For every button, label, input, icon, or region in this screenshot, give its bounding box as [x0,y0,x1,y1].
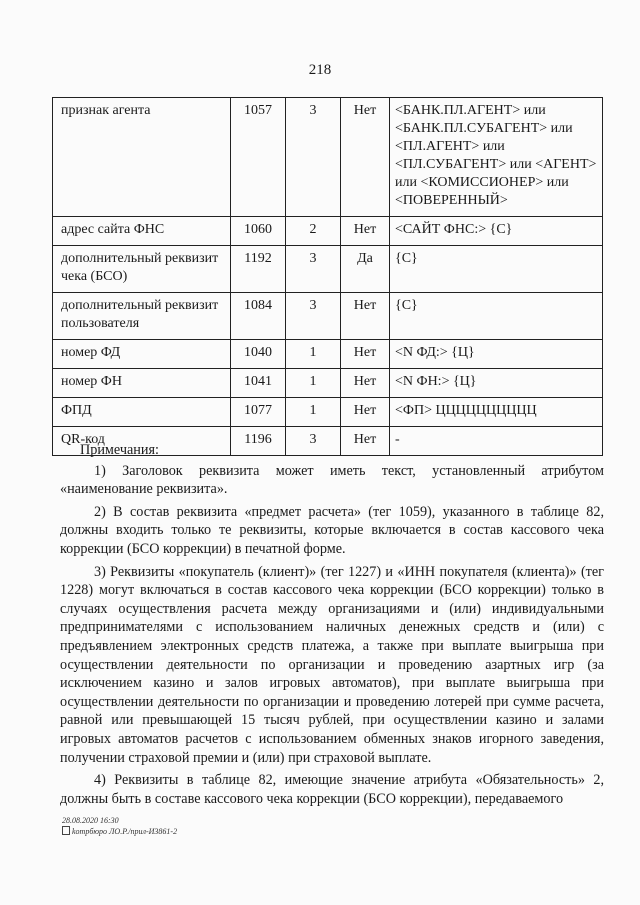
format-line: <САЙТ ФНС:> {С} [395,222,513,237]
row-length: 3 [286,246,341,293]
format-line: <БАНК.ПЛ.АГЕНТ> или [395,103,546,118]
format-line: <ПЛ.СУБАГЕНТ> или <АГЕНТ> [395,157,597,172]
row-format [390,369,603,398]
note-paragraph: 2) В состав реквизита «предмет расчета» (тег 1059), указанного в таблице 82, должны входить только те реквизиты, которые включается в состав кассового чека коррекции (БСО коррекции) в печатной форме. [60,503,604,557]
format-line: или <КОМИССИОНЕР> или [395,175,569,190]
row-required: Да [341,246,390,293]
format-line: <ФП> ЦЦЦЦЦЦЦЦЦЦ [395,403,537,418]
table-row [53,293,603,340]
format-line: <ПЛ.АГЕНТ> или [395,139,505,154]
row-name: QR-код [53,427,231,456]
row-name: дополнительный реквизит чека (БСО) [53,246,231,293]
row-format [390,246,603,293]
row-tag: 1040 [231,340,286,369]
document-icon [62,826,70,835]
row-tag: 1196 [231,427,286,456]
footer-date: 28.08.2020 16:30 [62,816,119,825]
table-row [53,369,603,398]
row-format [390,293,603,340]
row-required: Нет [341,217,390,246]
row-name: номер ФД [53,340,231,369]
note-paragraph: 4) Реквизиты в таблице 82, имеющие значение атрибута «Обязательность» 2, должны быть в составе кассового чека коррекции (БСО коррекции), передаваемого [60,772,604,807]
table-row [53,217,603,246]
row-format [390,217,603,246]
row-required: Нет [341,369,390,398]
row-length: 3 [286,293,341,340]
row-tag: 1041 [231,369,286,398]
row-length: 3 [286,98,341,217]
row-name: адрес сайта ФНС [53,217,231,246]
row-required: Нет [341,398,390,427]
row-tag: 1057 [231,98,286,217]
row-name: дополнительный реквизит пользователя [53,293,231,340]
format-line: {С} [395,298,418,313]
row-required: Нет [341,340,390,369]
notes-title: Примечания: [80,442,159,458]
row-tag: 1060 [231,217,286,246]
requisites-table [52,97,603,456]
row-tag: 1077 [231,398,286,427]
row-name: признак агента [53,98,231,217]
note-paragraph: 3) Реквизиты «покупатель (клиент)» (тег 1227) и «ИНН покупателя (клиента)» (тег 1228) могут включаться в состав кассового чека коррекции (БСО коррекции) только в случаях осуществления расчета между организациями и (или) индивидуальными предпринимателями с использованием наличных денежных средств и (или) с предъявлением электронных средств платежа, а также при выплате выигрыша при осуществлении деятельности по организации и проведению азартных игр (за исключением казино и залов игровых автоматов), при выплате выигрыша при осуществлении деятельности по организации и проведению лотерей при сумме расчета, равной или превышающей 15 тысяч рублей, при осуществлении казино и залами игровых автоматов расчетов с использованием обменных знаков игорного заведения, получении страховой премии и (или) при страховой выплате. [60,563,604,766]
row-format [390,98,603,217]
row-name: ФПД [53,398,231,427]
page-footer [62,816,177,837]
format-line: <N ФД:> {Ц} [395,345,475,360]
row-length: 1 [286,340,341,369]
row-length: 2 [286,217,341,246]
table-row [53,246,603,293]
row-required: Нет [341,427,390,456]
table-row [53,340,603,369]
format-line: - [395,432,400,447]
footer-file-path: kompбюро ЛО.Р./прил-И3861-2 [72,827,178,836]
row-tag: 1084 [231,293,286,340]
row-length: 1 [286,398,341,427]
format-line: {С} [395,251,418,266]
table-row [53,98,603,217]
row-format [390,340,603,369]
row-required: Нет [341,293,390,340]
table-row [53,398,603,427]
footer-file [62,826,177,837]
format-line: <N ФН:> {Ц} [395,374,477,389]
row-length: 1 [286,369,341,398]
note-paragraph: 1) Заголовок реквизита может иметь текст, установленный атрибутом «наименование реквизита». [60,462,604,498]
row-name: номер ФН [53,369,231,398]
row-required: Нет [341,98,390,217]
row-length: 3 [286,427,341,456]
notes-section [60,441,604,812]
page-number: 218 [308,62,332,78]
format-line: <ПОВЕРЕННЫЙ> [395,193,508,208]
row-tag: 1192 [231,246,286,293]
row-format [390,398,603,427]
format-line: <БАНК.ПЛ.СУБАГЕНТ> или [395,121,573,136]
